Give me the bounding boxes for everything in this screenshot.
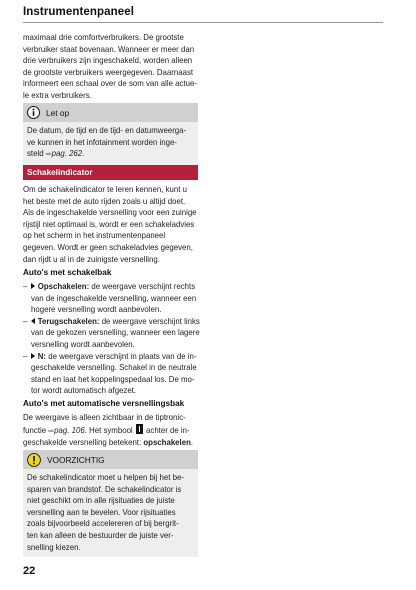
note-box bbox=[23, 103, 198, 165]
automatic-heading: Auto's met automatische versnellingsbak bbox=[23, 399, 185, 408]
list-item-line: hogere versnelling wordt aanbevolen. bbox=[31, 305, 162, 315]
reference-arrow-icon: ⇨ bbox=[45, 151, 52, 159]
neutral-n-icon bbox=[31, 353, 35, 359]
list-item-line: versnelling wordt aanbevolen. bbox=[31, 339, 135, 349]
list-item-line: van de gekozen versnelling, wanneer een lagere bbox=[31, 328, 200, 338]
note-line: ve kunnen in het infotainment worden inge- bbox=[27, 137, 178, 147]
note-line bbox=[27, 148, 194, 161]
warning-line: sparen van brandstof. De schakelindicator is bbox=[27, 484, 182, 494]
warning-label: VOORZICHTIG bbox=[47, 454, 105, 465]
section-title-bar bbox=[23, 165, 198, 180]
arrow-left-icon bbox=[31, 318, 35, 324]
note-line-end: . bbox=[82, 149, 85, 159]
intro-line: de grootste verbruikers weergegeven. Daarnaast bbox=[23, 67, 194, 77]
section-shift-indicator bbox=[23, 165, 198, 265]
intro-line: informeert een schaal over de som van alle actue- bbox=[23, 79, 197, 89]
intro-line: verbruiker staat bovenaan. Wanneer er meer dan bbox=[23, 44, 195, 54]
intro-line: drie verbruikers zijn ingeschakeld, worden alleen bbox=[23, 56, 193, 66]
section-body-line: rijstijl niet optimaal is, wordt er een schakeladvies bbox=[23, 219, 195, 229]
warning-line: versnelling aan te bevelen. Voor rijsituaties bbox=[27, 507, 176, 517]
automatic-line: De weergave is alleen zichtbaar in de tiptronic- bbox=[23, 413, 186, 422]
upshift-term: Opschakelen: bbox=[37, 282, 90, 291]
note-line: De datum, de tijd en de tijd- en datumweerga- bbox=[27, 126, 187, 135]
warning-line: snelling kiezen. bbox=[27, 542, 81, 552]
page-number: 22 bbox=[23, 565, 36, 577]
manual-heading: Auto's met schakelbak bbox=[23, 268, 112, 277]
gear-upshift-symbol-icon bbox=[136, 424, 143, 434]
intro-paragraph bbox=[23, 32, 198, 102]
automatic-text: geschakelde versnelling betekent: bbox=[23, 438, 144, 448]
section-body-line: dan rijdt u al in de zuinigste versnelling. bbox=[23, 254, 160, 264]
note-body bbox=[23, 122, 198, 165]
warning-line: zoals bijvoorbeeld accelereren of bij bergrit- bbox=[27, 519, 179, 529]
list-item-line: stand en laat het koppelingspedaal los. De mo- bbox=[31, 374, 195, 384]
automatic-text: achter de in- bbox=[143, 425, 190, 435]
arrow-right-icon bbox=[31, 283, 35, 289]
warning-line: ten kan alleen de bestuurder de juiste ver- bbox=[27, 530, 174, 540]
intro-line: maximaal drie comfortverbruikers. De grootste bbox=[23, 33, 184, 42]
reference-arrow-icon: ⇨ bbox=[48, 427, 55, 435]
note-header bbox=[23, 103, 198, 122]
list-item-line: geschakelde versnelling. Schakel in de neutrale bbox=[31, 363, 197, 373]
automatic-text: functie bbox=[23, 425, 49, 435]
page-header-title: Instrumentenpaneel bbox=[23, 6, 135, 18]
section-title: Schakelindicator bbox=[27, 168, 93, 177]
automatic-line bbox=[23, 424, 198, 438]
list-item-downshift bbox=[23, 316, 198, 328]
list-dash: – bbox=[23, 316, 28, 326]
section-body-line: op het scherm in het instrumentenpaneel bbox=[23, 231, 166, 241]
list-item-upshift bbox=[23, 281, 198, 293]
list-dash: – bbox=[23, 282, 28, 291]
automatic-text: . bbox=[190, 438, 194, 448]
downshift-text: de weergave verschijnt links bbox=[99, 316, 200, 326]
warning-line: De schakelindicator moet u helpen bij het be- bbox=[27, 473, 184, 482]
list-item-line: tor wordt automatisch afgezet. bbox=[31, 386, 137, 396]
downshift-term: Terugschakelen: bbox=[37, 316, 100, 326]
warning-icon bbox=[27, 453, 41, 467]
automatic-line bbox=[23, 437, 198, 449]
section-body-line: het beste met de auto rijden zoals u altijd doet. bbox=[23, 196, 186, 206]
list-dash: – bbox=[23, 351, 28, 361]
neutral-text: de weergave verschijnt in plaats van de in- bbox=[46, 351, 197, 361]
neutral-term: N: bbox=[37, 351, 47, 361]
warning-body bbox=[23, 469, 198, 557]
warning-line: niet geschikt om in alle rijsituaties de juiste bbox=[27, 496, 175, 506]
note-label: Let op bbox=[46, 107, 70, 118]
section-body-line: gegeven. Wordt er geen schakeladvies gegeven, bbox=[23, 242, 193, 252]
list-item-neutral bbox=[23, 351, 198, 363]
note-line-text: steld bbox=[27, 149, 46, 159]
page-reference-link[interactable]: pag. 262 bbox=[51, 149, 83, 159]
warning-header bbox=[23, 450, 198, 469]
intro-line: le extra verbruikers. bbox=[23, 90, 92, 100]
warning-box bbox=[23, 450, 198, 557]
section-body-line: Om de schakelindicator te leren kennen, kunt u bbox=[23, 185, 187, 194]
list-item-line: van de ingeschakelde versnelling, wanneer een bbox=[31, 293, 197, 303]
automatic-text: . Het symbool bbox=[84, 425, 135, 435]
automatic-gearbox-section bbox=[23, 398, 198, 449]
page-reference-link[interactable]: pag. 106 bbox=[54, 425, 85, 435]
manual-gearbox-section bbox=[23, 267, 198, 397]
info-icon bbox=[27, 106, 40, 119]
upshift-text: de weergave verschijnt rechts bbox=[89, 282, 196, 291]
header-rule bbox=[23, 22, 383, 23]
section-body-line: Als de ingeschakelde versnelling voor een zuinige bbox=[23, 208, 197, 218]
automatic-bold-term: opschakelen bbox=[143, 438, 191, 448]
